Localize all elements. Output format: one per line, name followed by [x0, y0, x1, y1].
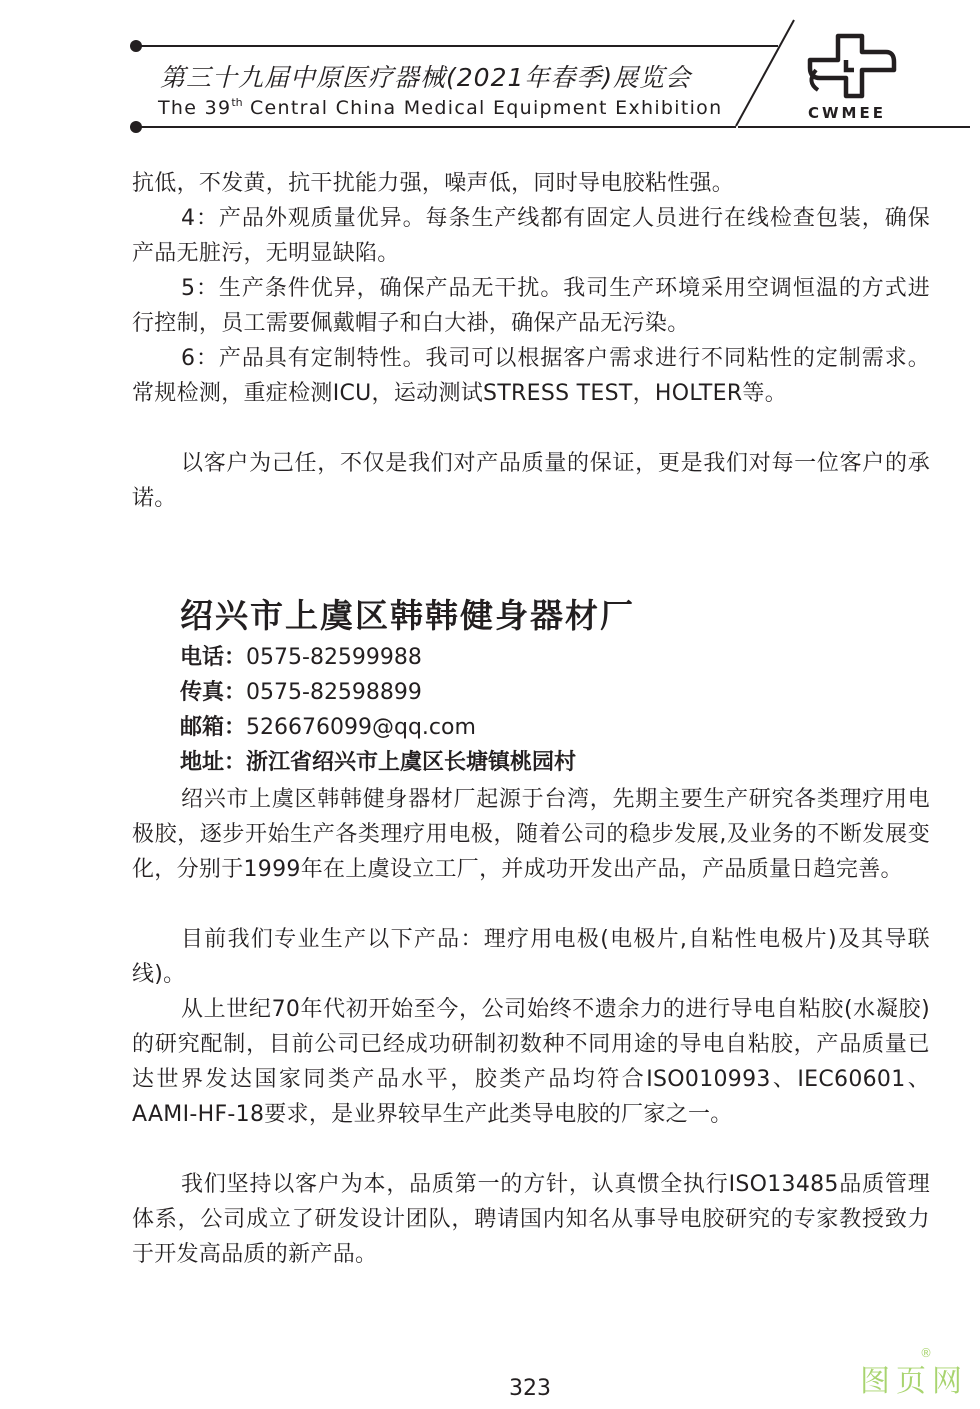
- cwmee-cross-logo-icon: [800, 30, 900, 100]
- fax-label: 传真：: [180, 680, 247, 705]
- contact-phone: [180, 640, 422, 675]
- contact-fax: [180, 675, 422, 710]
- company-paragraph-research: 从上世纪70年代初开始至今，公司始终不遗余力的进行导电自粘胶(水凝胶)的研究配制，目前公司已经成功研制初数种不同用途的导电自粘胶，产品质量已达世界发达国家同类产品水平，胶类产品均符合ISO010993、IEC60601、AAMI-HF-18要求，是业界较早生产此类导电胶的厂家之一。: [132, 997, 930, 1127]
- address-label: 地址：: [180, 750, 247, 775]
- watermark-registered-mark: ®: [920, 1346, 932, 1360]
- page-number: 323: [509, 1376, 551, 1401]
- header-title-english: The 39th Central China Medical Equipment Exhibition: [158, 96, 723, 119]
- fax-value: 0575-82598899: [246, 680, 422, 705]
- logo-text: CWMEE: [808, 104, 886, 122]
- phone-label: 电话：: [180, 645, 247, 670]
- email-value: 526676099@qq.com: [246, 715, 476, 740]
- header-title-chinese: 第三十九届中原医疗器械(2021年春季)展览会: [160, 63, 692, 92]
- header-top-rule: [136, 45, 778, 47]
- paragraph-point-6: 6：产品具有定制特性。我司可以根据客户需求进行不同粘性的定制需求。常规检测，重症检测ICU，运动测试STRESS TEST，HOLTER等。: [132, 346, 930, 406]
- company-paragraph-products: 目前我们专业生产以下产品：理疗用电极(电极片,自粘性电极片)及其导联线)。: [132, 927, 930, 987]
- company-paragraph-history: 绍兴市上虞区韩韩健身器材厂起源于台湾，先期主要生产研究各类理疗用电极胶，逐步开始生产各类理疗用电极，随着公司的稳步发展,及业务的不断发展变化，分别于1999年在上虞设立工厂，并成功开发出产品，产品质量日趋完善。: [132, 787, 930, 882]
- address-value: 浙江省绍兴市上虞区长塘镇桃园村: [246, 750, 577, 775]
- phone-value: 0575-82599988: [246, 645, 422, 670]
- header-top-dot: [130, 40, 142, 52]
- contact-email: [180, 710, 476, 745]
- contact-address: [180, 745, 576, 780]
- email-label: 邮箱：: [180, 715, 247, 740]
- company-name-heading: 绍兴市上虞区韩韩健身器材厂: [180, 596, 635, 635]
- header-bottom-rule: [136, 126, 736, 128]
- paragraph-point-4: 4：产品外观质量优异。每条生产线都有固定人员进行在线检查包装，确保产品无脏污，无明显缺陷。: [132, 206, 930, 266]
- header-bottom-dot: [130, 121, 142, 133]
- company-paragraph-quality: 我们坚持以客户为本，品质第一的方针，认真惯全执行ISO13485品质管理体系，公司成立了研发设计团队，聘请国内知名从事导电胶研究的专家教授致力于开发高品质的新产品。: [132, 1172, 930, 1267]
- paragraph-point-5: 5：生产条件优异，确保产品无干扰。我司生产环境采用空调恒温的方式进行控制，员工需要佩戴帽子和白大褂，确保产品无污染。: [132, 276, 930, 336]
- paragraph-continued: 抗低，不发黄，抗干扰能力强，噪声低，同时导电胶粘性强。: [132, 171, 735, 196]
- paragraph-commitment: 以客户为己任，不仅是我们对产品质量的保证，更是我们对每一位客户的承诺。: [132, 451, 930, 511]
- watermark-logo: 图页网: [860, 1364, 968, 1399]
- header-slash-divider: [728, 18, 798, 130]
